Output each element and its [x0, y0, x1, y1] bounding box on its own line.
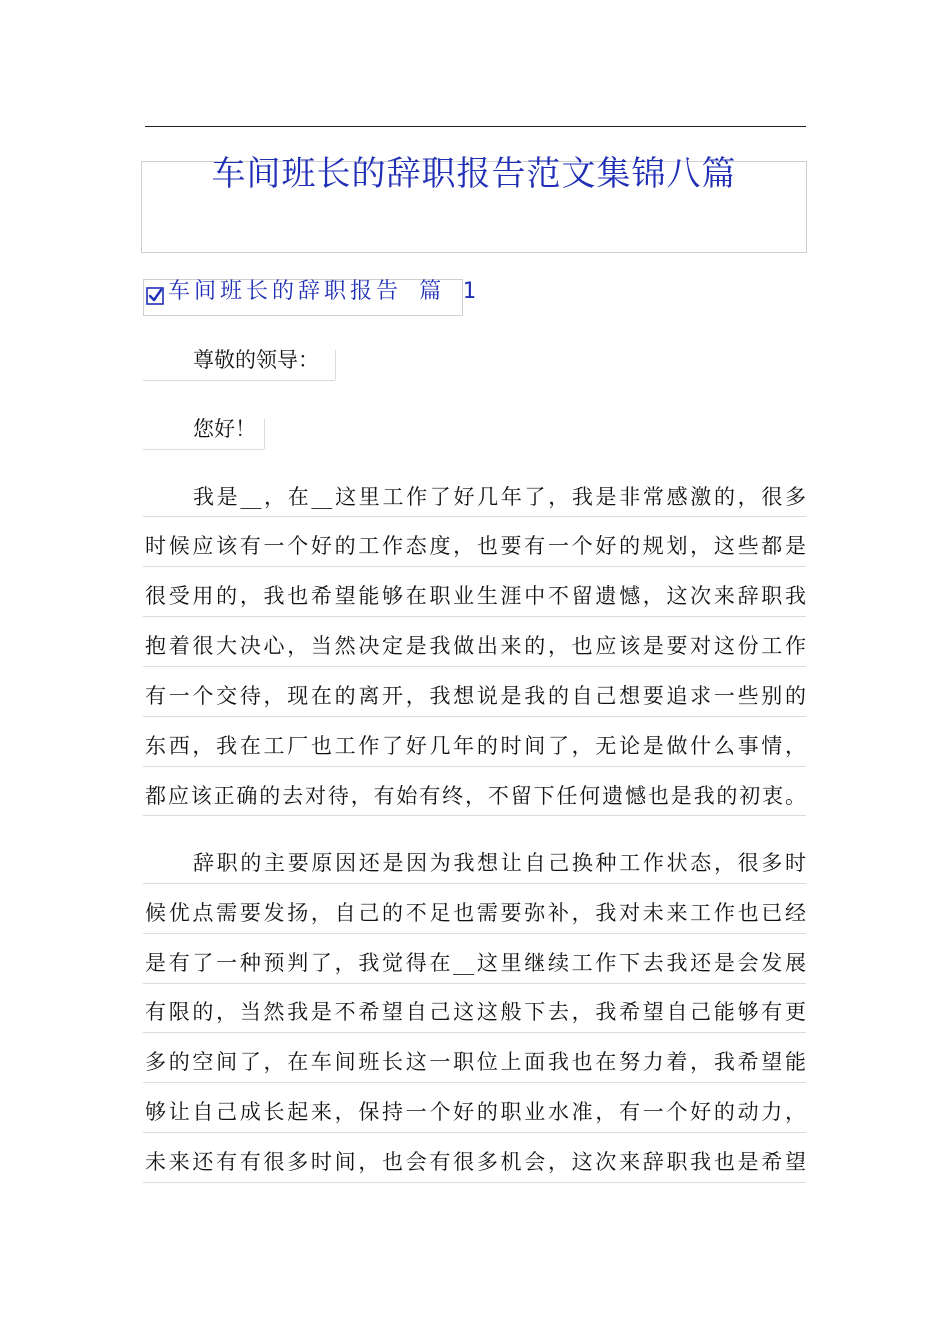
guide-line: [143, 883, 806, 884]
paragraph-line: 很受用的，我也希望能够在职业生涯中不留遗憾，这次来辞职我: [145, 584, 806, 608]
guide-line: [143, 766, 806, 767]
guide-line: [143, 566, 806, 567]
header-rule: [145, 126, 806, 127]
guide-line: [143, 666, 806, 667]
guide-line: [143, 616, 806, 617]
paragraph-line: 东西，我在工厂也工作了好几年的时间了，无论是做什么事情，: [145, 734, 806, 758]
paragraph-line: 抱着很大决心，当然决定是我做出来的，也应该是要对这份工作: [145, 634, 806, 658]
checkbox-checked-icon: [146, 287, 164, 305]
guide-line: [335, 350, 336, 380]
guide-line: [143, 1182, 806, 1183]
guide-line: [264, 419, 265, 449]
section-heading: 车间班长的辞职报告 篇 1: [168, 279, 480, 304]
guide-line: [143, 1082, 806, 1083]
document-title: 车间班长的辞职报告范文集锦八篇: [211, 154, 737, 194]
guide-line: [143, 1132, 806, 1133]
paragraph-line: 是有了一种预判了，我觉得在__这里继续工作下去我还是会发展: [145, 951, 806, 975]
salutation: 尊敬的领导：: [193, 348, 319, 372]
paragraph-line: 有限的，当然我是不希望自己这这般下去，我希望自己能够有更: [145, 1000, 806, 1024]
guide-line: [143, 933, 806, 934]
paragraph-line: 候优点需要发扬，自己的不足也需要弥补，我对未来工作也已经: [145, 901, 806, 925]
paragraph-line: 有一个交待，现在的离开，我想说是我的自己想要追求一些别的: [145, 684, 806, 708]
guide-line: [143, 1032, 806, 1033]
guide-line: [143, 516, 806, 517]
paragraph-line: 多的空间了，在车间班长这一职位上面我也在努力着，我希望能: [145, 1050, 806, 1074]
paragraph-line: 我是__，在__这里工作了好几年了，我是非常感激的，很多: [193, 485, 806, 509]
guide-line: [143, 716, 806, 717]
guide-line: [143, 815, 806, 816]
guide-line: [143, 380, 335, 381]
paragraph-line: 时候应该有一个好的工作态度，也要有一个好的规划，这些都是: [145, 534, 806, 558]
guide-line: [143, 449, 264, 450]
paragraph-line: 辞职的主要原因还是因为我想让自己换种工作状态，很多时: [193, 851, 806, 875]
paragraph-line: 够让自己成长起来，保持一个好的职业水准，有一个好的动力，: [145, 1100, 806, 1124]
paragraph-line: 都应该正确的去对待，有始有终，不留下任何遗憾也是我的初衷。: [145, 784, 806, 808]
guide-line: [143, 983, 806, 984]
greeting: 您好！: [193, 417, 256, 441]
paragraph-line: 未来还有有很多时间，也会有很多机会，这次来辞职我也是希望: [145, 1150, 806, 1174]
